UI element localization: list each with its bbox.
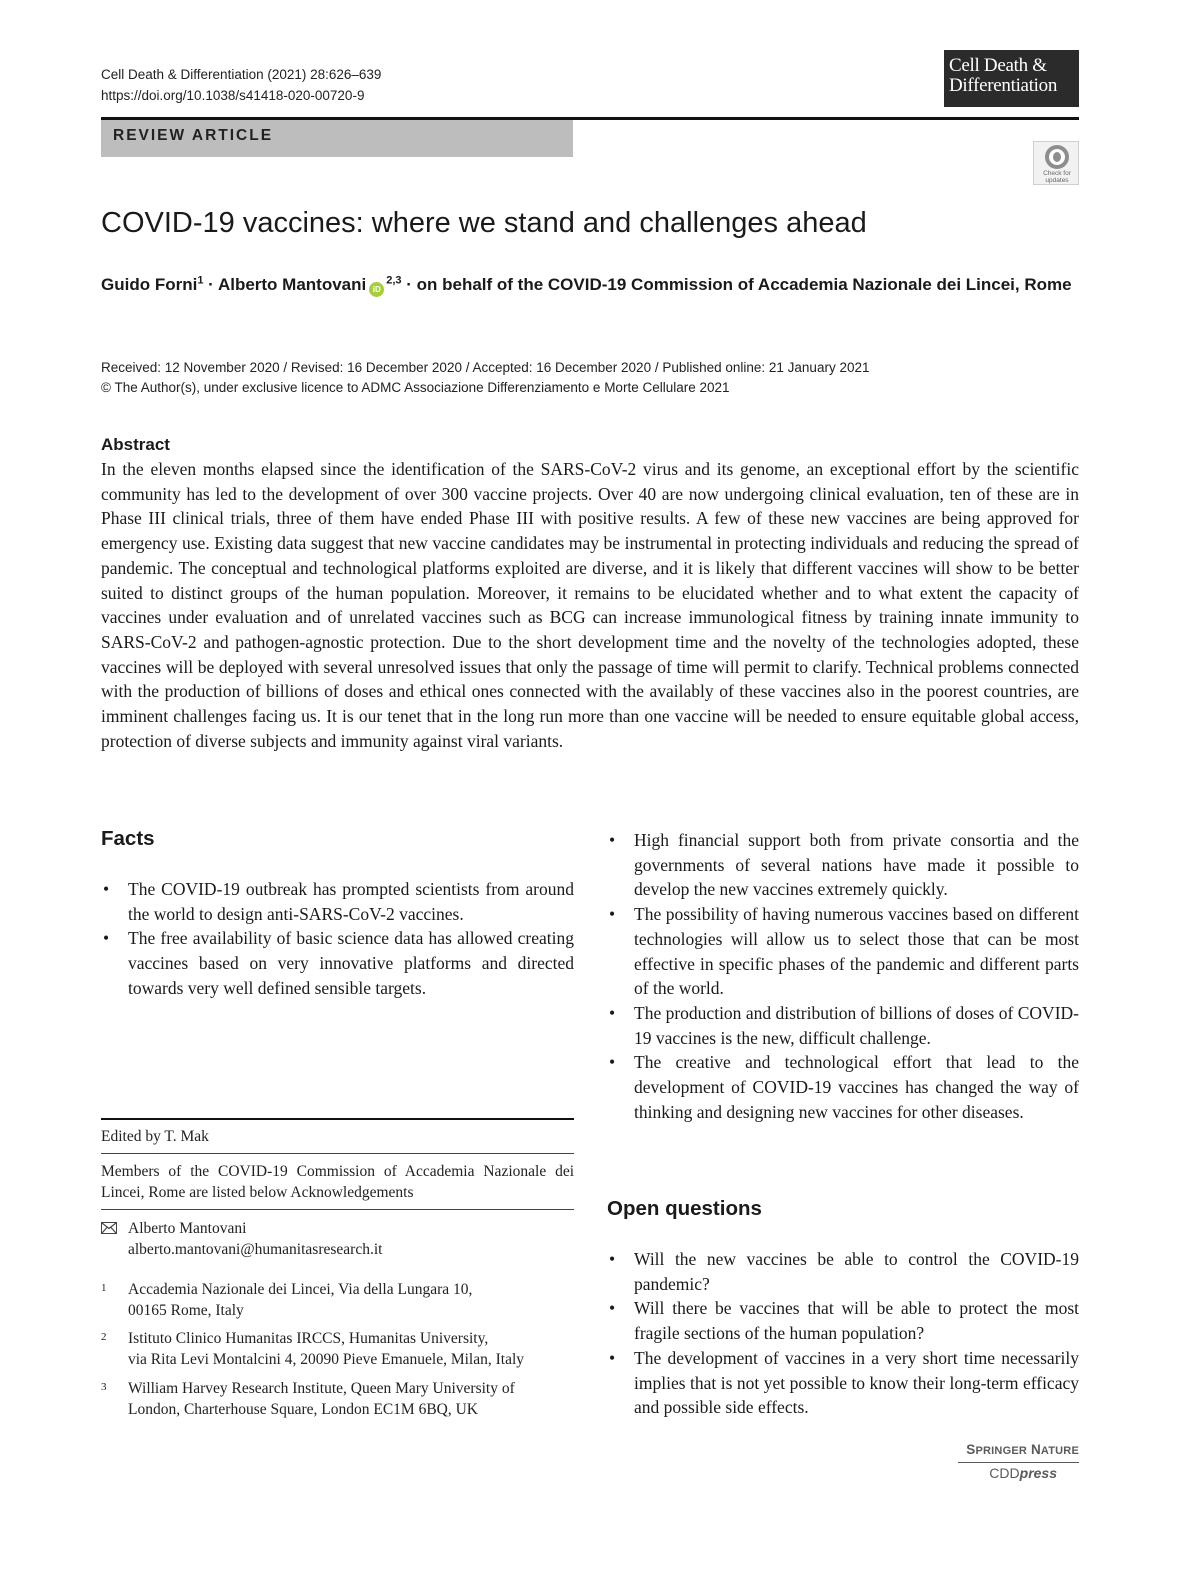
affiliation-number: 2 xyxy=(101,1331,107,1343)
list-item: • The possibility of having numerous vaccines based on different technologies will allow us to select those that can be most effective in specific phases of the pandemic and different parts of the world. xyxy=(607,902,1079,1001)
author-group: on behalf of the COVID-19 Commission of Accademia Nazionale dei Lincei, Rome xyxy=(416,275,1072,294)
journal-citation: Cell Death & Differentiation (2021) 28:626–639 xyxy=(101,67,382,82)
springer-rest: PRINGER xyxy=(975,1445,1028,1457)
author-name[interactable]: Alberto Mantovani xyxy=(217,275,367,294)
affiliation-line: William Harvey Research Institute, Queen Mary University of xyxy=(128,1380,515,1397)
edited-by-note: Edited by T. Mak xyxy=(101,1128,209,1145)
nature-rest: ATURE xyxy=(1040,1445,1079,1457)
affiliation-line: Istituto Clinico Humanitas IRCCS, Humanitas University, xyxy=(128,1330,489,1347)
abstract-heading: Abstract xyxy=(101,435,170,454)
article-type-banner: REVIEW ARTICLE xyxy=(101,120,573,157)
list-item: • Will the new vaccines be able to control the COVID-19 pandemic? xyxy=(607,1247,1079,1296)
open-questions-list xyxy=(607,1247,1079,1420)
members-note: Members of the COVID-19 Commission of Accademia Nazionale dei Lincei, Rome are listed below Acknowledgements xyxy=(101,1163,574,1201)
list-item: • The creative and technological effort that lead to the development of COVID-19 vaccines has changed the way of thinking and designing new vaccines for other diseases. xyxy=(607,1050,1079,1124)
affiliation xyxy=(101,1379,574,1420)
list-item: • The COVID-19 outbreak has prompted scientists from around the world to design anti-SARS-CoV-2 vaccines. xyxy=(101,877,574,926)
doi-link[interactable]: https://doi.org/10.1038/s41418-020-00720-9 xyxy=(101,88,365,103)
open-questions-heading: Open questions xyxy=(607,1197,762,1220)
correspondence-name: Alberto Mantovani xyxy=(128,1220,247,1237)
publisher-logo xyxy=(958,1441,1079,1483)
affiliation xyxy=(101,1329,574,1370)
check-updates-icon xyxy=(1045,145,1069,169)
correspondence xyxy=(101,1219,574,1260)
facts-heading: Facts xyxy=(101,827,155,850)
footnote-rule xyxy=(101,1153,574,1154)
footnote-divider xyxy=(101,1118,574,1120)
check-updates-label: Check for updates xyxy=(1043,170,1071,184)
affiliation-number: 1 xyxy=(101,1282,107,1294)
list-item: • The development of vaccines in a very short time necessarily implies that is not yet possible to know their long-term efficacy and possible side effects. xyxy=(607,1346,1079,1420)
journal-reference xyxy=(101,64,381,106)
abstract-body: In the eleven months elapsed since the identification of the SARS-CoV-2 virus and its genome, an exceptional effort by the scientific community has led to the development of over 300 vaccine projects. Over 40 are now undergoing clinical evaluation, ten of these are in Phase III clinical trials, three of them have ended Phase III with positive results. A few of these new vaccines are being approved for emergency use. Existing data suggest that new vaccine candidates may be instrumental in protecting individuals and reducing the spread of pandemic. The conceptual and technological platforms exploited are diverse, and it is likely that different vaccines will show to be better suited to distinct groups of the human population. Moreover, it remains to be elucidated whether and to what extent the capacity of vaccines under evaluation and of unrelated vaccines such as BCG can increase immunological fitness by training innate immunity to SARS-CoV-2 and pathogen-agnostic protection. Due to the short development time and the novelty of the technologies adopted, these vaccines will be deployed with several unresolved issues that only the passage of time will permit to clarify. Technical problems connected with the production of billions of doses and ethical ones connected with the availably of these vaccines also in the poorest countries, are imminent challenges facing us. It is our tenet that in the long run more than one vaccine will be needed to ensure equitable global access, protection of diverse subjects and immunity against viral variants. xyxy=(101,459,1079,751)
affiliation-line: via Rita Levi Montalcini 4, 20090 Pieve Emanuele, Milan, Italy xyxy=(128,1350,525,1368)
affiliation-number: 3 xyxy=(101,1381,107,1393)
list-item: • High financial support both from private consortia and the governments of several nations have made it possible to develop the new vaccines extremely quickly. xyxy=(607,828,1079,902)
publication-dates xyxy=(101,358,869,398)
affiliation-line: 00165 Rome, Italy xyxy=(128,1301,244,1319)
list-item: • Will there be vaccines that will be able to protect the most fragile sections of the human population? xyxy=(607,1296,1079,1345)
author-name[interactable]: Guido Forni xyxy=(101,275,198,294)
author-affiliation-ref: 2,3 xyxy=(386,274,402,287)
cdd-label: CDD xyxy=(989,1465,1020,1481)
affiliation xyxy=(101,1280,574,1321)
list-item: • The free availability of basic science data has allowed creating vaccines based on very innovative platforms and directed towards very well defined sensible targets. xyxy=(101,926,574,1000)
nature-initial: N xyxy=(1030,1442,1041,1457)
orcid-icon[interactable]: iD xyxy=(369,282,384,297)
cddpress-wordmark xyxy=(958,1463,1079,1483)
springer-nature-wordmark xyxy=(958,1441,1079,1463)
facts-list-right xyxy=(607,828,1079,1124)
affiliation-line: Accademia Nazionale dei Lincei, Via della Lungara 10, xyxy=(128,1281,473,1298)
author-affiliation-ref: 1 xyxy=(197,274,204,287)
article-title: COVID-19 vaccines: where we stand and challenges ahead xyxy=(101,207,867,239)
footnote-rule xyxy=(101,1209,574,1210)
check-for-updates-badge[interactable] xyxy=(1033,141,1079,185)
journal-logo xyxy=(944,50,1079,107)
press-label: press xyxy=(1019,1465,1057,1481)
journal-logo-line2: Differentiation xyxy=(949,75,1058,96)
copyright-notice: © The Author(s), under exclusive licence to ADMC Associazione Differenziamento e Morte Cellulare 2021 xyxy=(101,380,730,395)
correspondence-email[interactable]: alberto.mantovani@humanitasresearch.it xyxy=(128,1240,383,1258)
history-dates: Received: 12 November 2020 / Revised: 16 December 2020 / Accepted: 16 December 2020 / Published online: 21 January 2021 xyxy=(101,360,870,375)
facts-list-left xyxy=(101,877,574,1001)
journal-logo-line1: Cell Death & xyxy=(949,55,1047,76)
list-item: • The production and distribution of billions of doses of COVID-19 vaccines is the new, difficult challenge. xyxy=(607,1001,1079,1050)
springer-initial: S xyxy=(966,1442,976,1457)
author-list: Guido Forni$^1$ · Alberto Mantovani iD$^{2,3}$ · on behalf of the COVID-19 Commission of Accademia Nazionale dei Lincei, Rome xyxy=(101,272,1086,298)
affiliation-line: London, Charterhouse Square, London EC1M 6BQ, UK xyxy=(128,1400,478,1418)
